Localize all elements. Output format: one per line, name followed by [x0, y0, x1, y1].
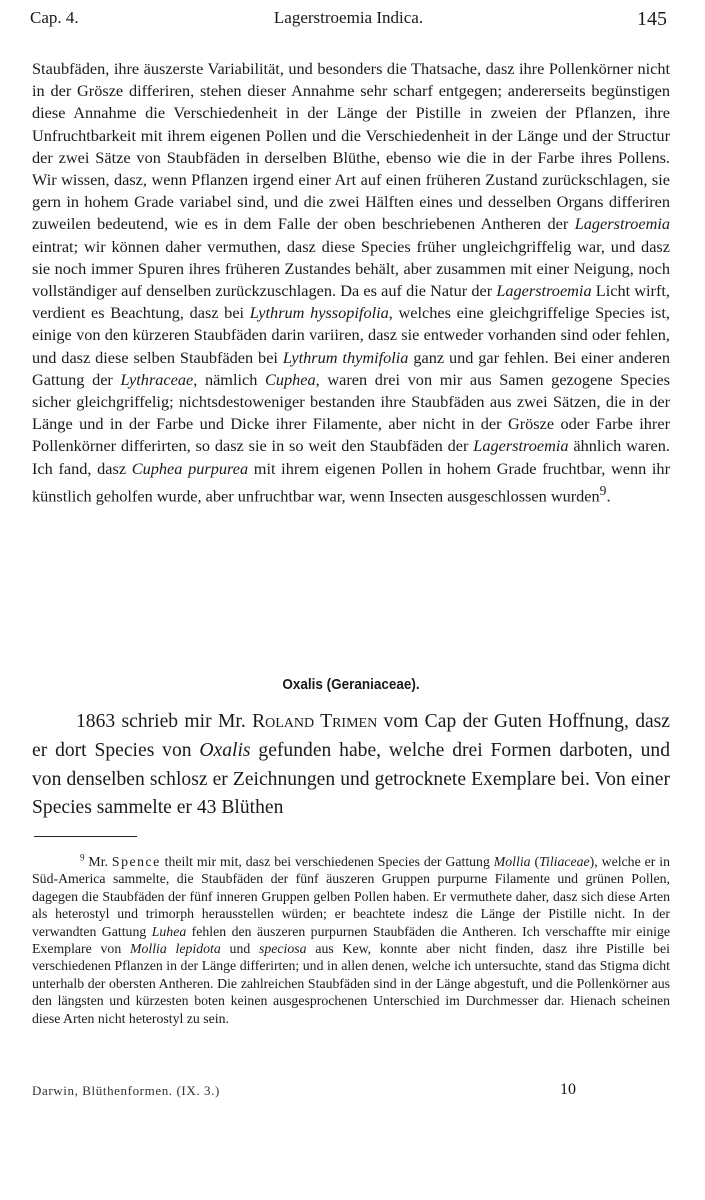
- running-title: Lagerstroemia Indica.: [273, 8, 424, 27]
- footnote: [32, 853, 670, 1027]
- footnote-paragraph: $^9$ Mr. Spence theilt mir mit, dasz bei verschiedenen Species der Gattung Mollia (Tiliaceae), welche er in Süd-America sammelte, die Staubfäden der fünf äuszeren Gruppen purpurne Filamente und grünen Pollen, dagegen die Staubfäden der fünf inneren Gruppen gelben Pollen haben. Er vermuthete daher, dasz sich diese Arten als heterostyl und trimorph herausstellen würden; er beachtete indesz die Länge der Pistille nicht. In der verwandten Gattung Luhea fehlen den äuszeren purpurnen Staubfäden die Antheren. Ich verschaffte mir einige Exemplare von Mollia lepidota und speciosa aus Kew, konnte aber nicht finden, dasz ihre Pistille bei verschiedenen Pflanzen in der Länge differirten; und in allen denen, welche ich untersuchte, stand das Stigma dicht unterhalb der obersten Antheren. Die zahlreichen Staubfäden sind in der Länge abgestuft, und die Pollenkörner aus den längsten und kürzesten boten keinen ausgesprochenen Unterschied im Durchmesser dar. Hienach scheinen diese Arten nicht heterostyl zu sein.: [32, 852, 670, 1026]
- section-heading: Oxalis (Geraniaceae).: [282, 676, 420, 693]
- signature-text: Darwin, Blüthenformen. (IX. 3.): [32, 1083, 220, 1098]
- chapter-label: Cap. 4.: [30, 8, 79, 27]
- running-head: [30, 8, 667, 32]
- footnote-marker: 9: [80, 852, 85, 863]
- section-intro-text: [32, 708, 670, 823]
- page-number: 145: [637, 8, 667, 30]
- person-name: Roland Trimen: [252, 711, 378, 732]
- printer-signature: [32, 1081, 576, 1103]
- footnote-divider: [34, 836, 137, 837]
- intro-paragraph: 1863 schrieb mir Mr. Roland Trimen vom Cap der Guten Hoffnung, dasz er dort Species von Oxalis gefunden habe, welche drei Formen darboten, und von denselben schlosz er Zeichnungen und getrocknete Exemplare bei. Von einer Species sammelte er 43 Blüthen: [32, 711, 671, 819]
- signature-number: 10: [560, 1081, 576, 1098]
- body-paragraph: Staubfäden, ihre äuszerste Variabilität, und besonders die Thatsache, dasz ihre Pollenkörner nicht in der Grösze differiren, stehen dieser Annahme sehr scharf entgegen; andererseits begünstigen diese Annahme die Verschiedenheit in der Länge der Pistille in zweien der Pflanzen, ihre Unfruchtbarkeit mit ihrem eigenen Pollen und die Verschiedenheit in der Länge und der Structur der zwei Sätze von Staubfäden in derselben Blüthe, ebenso wie die in der Farbe ihres Pollens. Wir wissen, dasz, wenn Pflanzen irgend einer Art auf einen früheren Zustand zurückschlagen, sie gern in hohem Grade variabel sind, und die zwei Hälften eines und desselben Organs differiren zuweilen bedeutend, wie es in dem Falle der oben beschriebenen Antheren der Lagerstroemia eintrat; wir können daher vermuthen, dasz diese Species früher ungleichgriffelig war, und dasz sie noch immer Spuren ihres früheren Zustandes behält, aber zusammen mit einer Neigung, noch vollständiger auf denselben zurückzuschlagen. Da es auf die Natur der Lagerstroemia Licht wirft, verdient es Beachtung, dasz bei Lythrum hyssopifolia, welches eine gleichgriffelige Species ist, einige von den kürzeren Staubfäden darin variiren, dasz sie entweder vorhanden sind oder fehlen, und dasz diese selben Staubfäden bei Lythrum thymifolia ganz und gar fehlen. Bei einer anderen Gattung der Lythraceae, nämlich Cuphea, waren drei von mir aus Samen gezogene Species sicher gleichgriffelig; nichtsdestoweniger bestanden ihre Staubfäden aus zwei Sätzen, die in der Länge und in der Farbe und Dicke ihrer Filamente, aber nicht in der Grösze oder Farbe ihrer Pollenkörner differirten, so dasz sie in so weit den Staubfäden der Lagerstroemia ähnlich waren. Ich fand, dasz Cuphea purpurea mit ihrem eigenen Pollen in hohem Grade fruchtbar, wenn ihr künstlich geholfen wurde, aber unfruchtbar war, wenn Insecten ausgeschlossen wurden$^9$.: [32, 59, 671, 506]
- footnote-reference: 9: [599, 482, 607, 498]
- main-body-text: [32, 58, 670, 507]
